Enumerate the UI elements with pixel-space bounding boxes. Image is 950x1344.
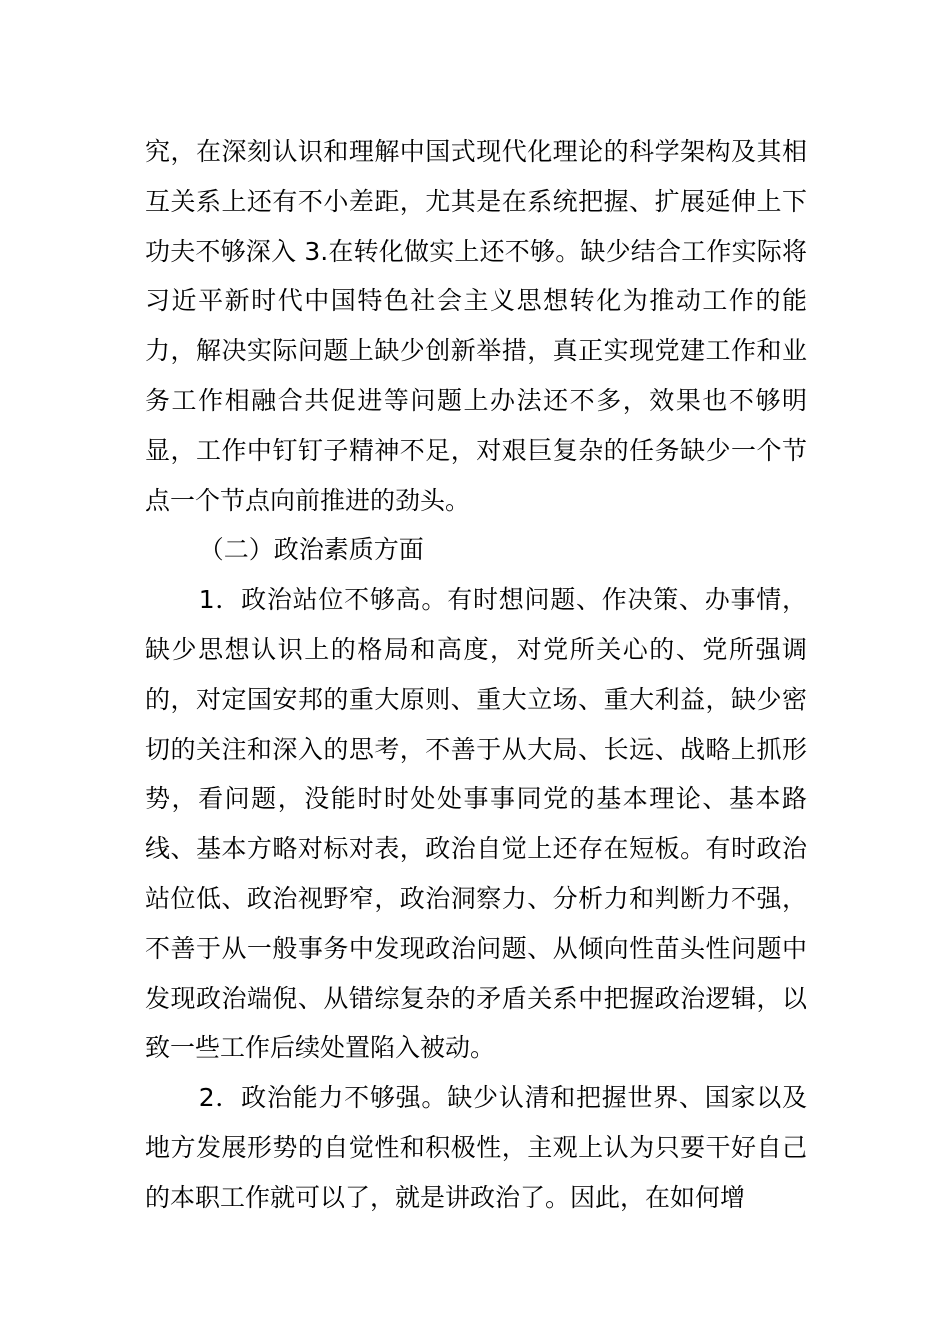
section-heading: （二）政治素质方面 [198,535,424,565]
paragraph-political-ability: 2．政治能力不够强。缺少认清和把握世界、国家以及地方发展形势的自觉性和积极性，主观上认为只要干好自己的本职工作就可以了，就是讲政治了。因此，在如何增 [145,1083,807,1212]
paragraph-political-standing: 1．政治站位不够高。有时想问题、作决策、办事情，缺少思想认识上的格局和高度，对党所关心的、党所强调的，对定国安邦的重大原则、重大立场、重大利益，缺少密切的关注和深入的思考，不善于从大局、长远、战略上抓形势，看问题，没能时时处处事事同党的基本理论、基本路线、基本方略对标对表，政治自觉上还存在短板。有时政治站位低、政治视野窄，政治洞察力、分析力和判断力不强，不善于从一般事务中发现政治问题、从倾向性苗头性问题中发现政治端倪、从错综复杂的矛盾关系中把握政治逻辑，以致一些工作后续处置陷入被动。 [145,585,807,1063]
document-body [145,127,807,1223]
paragraph-continuation: 究，在深刻认识和理解中国式现代化理论的科学架构及其相互关系上还有不小差距，尤其是在系统把握、扩展延伸上下功夫不够深入 3.在转化做实上还不够。缺少结合工作实际将习近平新时代中国特色社会主义思想转化为推动工作的能力，解决实际问题上缺少创新举措，真正实现党建工作和业务工作相融合共促进等问题上办法还不多，效果也不够明显，工作中钉钉子精神不足，对艰巨复杂的任务缺少一个节点一个节点向前推进的劲头。 [145,137,807,515]
